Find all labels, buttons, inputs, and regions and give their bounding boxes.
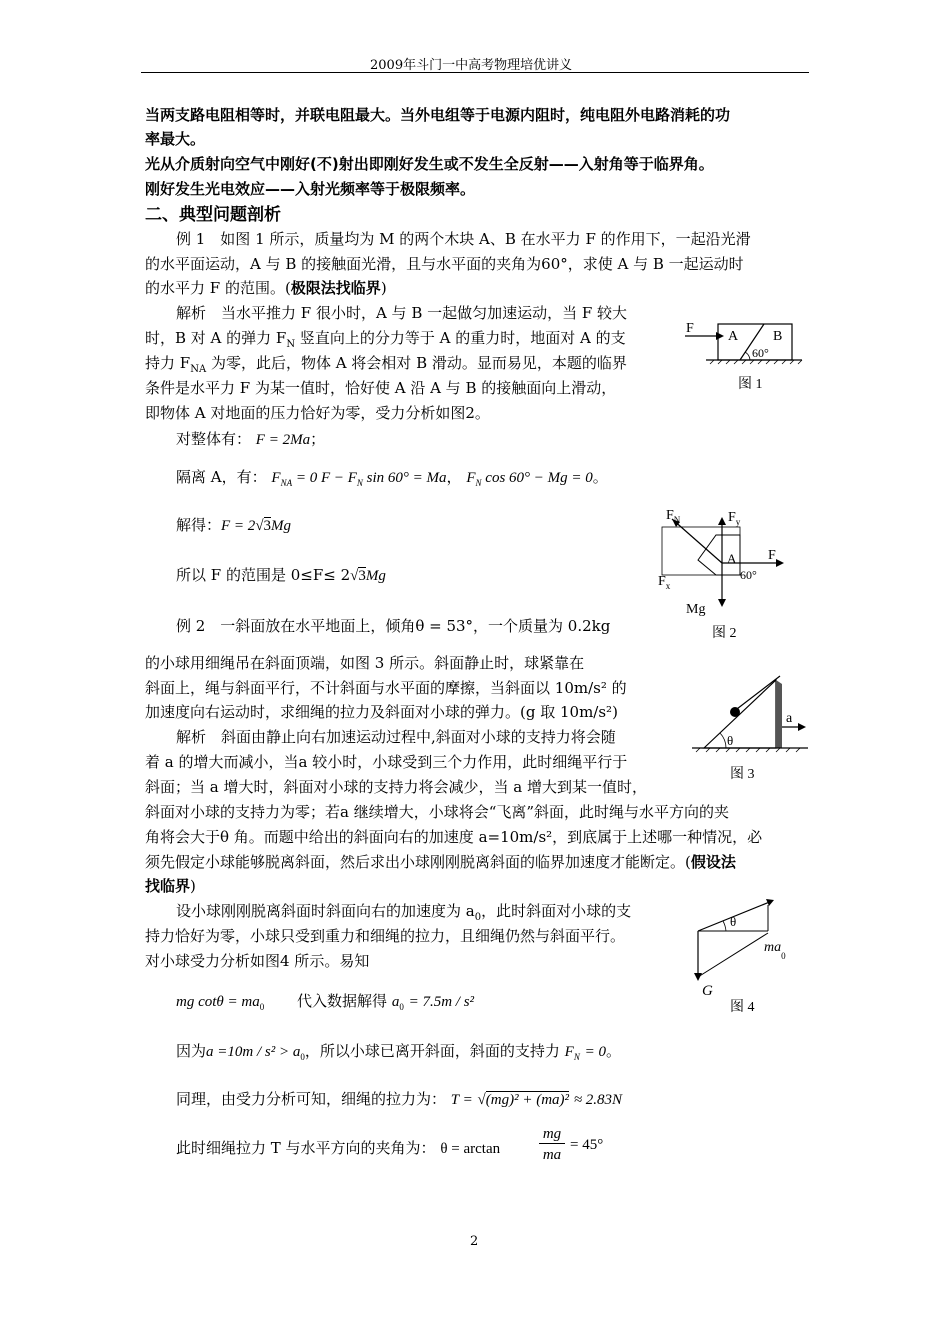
fig1-caption: 图 1 [738,377,763,392]
since-fn-eq: = 0 [584,1044,606,1060]
t-sqrt: √(mg)² + (ma)² [477,1092,570,1108]
iso-f2: F [466,470,476,486]
iso-f: F [271,470,281,486]
ex1-line-3a: 的水平力 F 的范围。( [145,279,291,297]
ex1-ana-5: 即物体 A 对地面的压力恰好为零，受力分析如图2。 [145,404,490,422]
section-title: 二、典型问题剖析 [145,205,281,225]
since-b: ，所以小球已离开斜面，斜面的支持力 [304,1042,560,1060]
fig3-accel-head-icon [798,723,806,731]
ex2-set-2: 持力恰好为零，小球只受到重力和细绳的拉力，且细绳仍然与斜面平行。 [145,927,626,945]
ex2-ana-4: 斜面对小球的支持力为零；若a 继续增大，小球将会“飞离”斜面，此时绳与水平方向的夹 [145,803,730,821]
ex1-line-3 [145,277,387,299]
ang-eq2: = 45° [570,1137,604,1153]
fig4-angle-arc [723,921,726,931]
fig4-ma [764,940,786,961]
sol-sqrt: √3 [255,518,272,534]
ex2-ana-6 [145,851,736,873]
range-sqrt: √3 [350,568,366,584]
since-fn: F [564,1044,574,1060]
ex1-ana-3b: 为零，此后，物体 A 将会相对 B 滑动。显而易见，本题的临界 [206,354,627,372]
fig3-accel: a [786,711,793,726]
ex1-ana-1: 解析 当水平推力 F 很小时，A 与 B 一起做匀加速运动，当 F 较大 [176,304,628,322]
ex2-ana-3: 斜面；当 a 增大时，斜面对小球的支持力将会减少，当 a 增大到某一值时， [145,778,647,796]
fig4-resultant [698,933,768,977]
ang-label: 此时细绳拉力 T 与水平方向的夹角为： [176,1139,436,1157]
fig2-fn [666,508,681,525]
since-sub: 0 [300,1052,305,1062]
ex2-set-3: 对小球受力分析如图4 所示。易知 [145,952,370,970]
ex1-whole-eq: F = 2Ma [255,432,311,448]
ang-eq1: θ = arctan [440,1141,501,1157]
ex2-ana-7b: ) [190,877,196,895]
iso-f-sub: NA [280,478,293,488]
fig2-fn-arrow [672,519,722,563]
fig3-angle: θ [727,733,734,748]
set-1-sub: 0 [474,912,482,923]
fig2-fy-sub: y [735,517,741,527]
since-a: 因为 [176,1042,207,1060]
fig4-ma-text: ma [764,940,782,955]
ex2-angle [176,1137,500,1160]
iso-eq2c: cos 60° − Mg = 0 [485,470,593,486]
fig2-fy [728,510,741,527]
ex2-method-2: 找临界 [145,877,191,895]
intro-line-1: 当两支路电阻相等时，并联电阻最大。当外电组等于电源内阻时，纯电阻外电路消耗的功 [145,106,731,124]
ex2-line-4: 加速度向右运动时，求细绳的拉力及斜面对小球的弹力。(g 取 10m/s²) [145,703,618,721]
since-fn-sub: N [573,1052,580,1062]
figure-2 [650,505,800,643]
figure-4 [682,895,802,1020]
ex1-iso [176,466,608,494]
fig2-fy-head-icon [718,517,726,525]
eq1-left: mg cotθ = ma [176,994,260,1010]
ang-numerator: mg [539,1125,565,1144]
iso-eq1c: sin 60° = Ma [366,470,447,486]
figure-1 [680,312,810,402]
fig1-arrowhead-icon [716,332,724,340]
iso-eq1b: = 0 F − F [295,470,357,486]
ex1-whole [176,428,325,451]
ex1-line-1: 例 1 如图 1 所示，质量均为 M 的两个木块 A、B 在水平力 F 的作用下，一起沿光滑 [176,230,751,248]
ex2-ana-6a: 须先假定小球能够脱离斜面，然后求出小球刚刚脱离斜面的临界加速度才能断定。( [145,853,691,871]
fig1-block-b: B [773,329,783,344]
fig3-rope [733,676,780,712]
fig3-angle-arc [720,733,726,748]
ex2-eq-1 [176,990,474,1018]
t-eq1: T = [450,1092,473,1108]
ex1-solution [176,514,291,537]
ex1-iso-eq1 [271,470,446,486]
since-end: 。 [606,1042,622,1060]
since-eq: a =10m / s² > a [206,1044,301,1060]
ex1-ana-2-sub: N [286,339,296,350]
intro-line-3: 光从介质射向空气中刚好(不)射出即刚好发生或不发生全反射——入射角等于临界角。 [145,155,714,173]
ex1-line-3c: ) [380,279,387,297]
fig2-mg-head-icon [718,599,726,607]
fig3-incline [704,680,776,748]
ex1-iso-eq2 [466,470,592,486]
fig2-fx-letter: F [658,574,666,589]
fig1-angle: 60° [752,346,769,360]
ex1-ana-4: 条件是水平力 F 为某一值时，恰好使 A 沿 A 与 B 的接触面向上滑动， [145,379,617,397]
ang-denominator: ma [542,1147,562,1163]
ex2-tension [176,1088,622,1111]
sol-label: 解得： [176,516,222,534]
figure-3 [690,672,815,784]
ex2-ana-1: 解析 斜面由静止向右加速运动过程中,斜面对小球的支持力将会随 [176,728,616,746]
ex2-since [176,1040,621,1068]
fig1-ground-hatch [710,360,802,364]
fig3-caption: 图 3 [730,767,755,782]
fig2-fn-sub: N [673,515,681,525]
fig3-incline-side [776,680,782,748]
t-eq2: ≈ 2.83N [573,1092,623,1108]
ex2-line-3: 斜面上，绳与斜面平行，不计斜面与水平面的摩擦，当斜面以 10m/s² 的 [145,679,627,697]
eq1-sub: 0 [259,1002,265,1012]
eq1-text: 代入数据解得 [297,992,388,1010]
ex1-ana-2a: 时，B 对 A 的弹力 F [145,329,287,347]
fig4-ma-sub: 0 [781,951,786,961]
ex1-iso-label: 隔离 A，有： [176,468,267,486]
ex2-ana-2: 着 a 的增大而减小，当a 较小时，小球受到三个力作用，此时细绳平行于 [145,753,628,771]
ex2-line-1: 例 2 一斜面放在水平地面上，倾角θ = 53°，一个质量为 0.2kg [176,617,611,635]
sol-eq2: Mg [271,518,292,534]
page-number: 2 [470,1234,479,1249]
iso-f2-sub: N [475,478,482,488]
fig3-ball [730,707,740,717]
fig2-fn-letter: F [666,508,674,523]
fig4-angle: θ [730,914,737,929]
ex2-method: 假设法 [690,853,736,871]
eq1-a: a [391,994,400,1010]
header-rule [141,72,809,73]
eq1-right: = 7.5m / s² [408,994,475,1010]
fig4-caption: 图 4 [730,1000,755,1015]
range-end: Mg [365,568,386,584]
fig2-mg: Mg [686,602,706,617]
fig2-angle: 60° [740,568,757,582]
t-rad: (mg)² + (ma)² [485,1092,570,1108]
ex1-whole-end: ； [310,430,326,448]
fig2-f: F [768,548,776,563]
range-label: 所以 F 的范围是 0≤F≤ 2 [176,566,351,584]
intro-line-4: 刚好发生光电效应——入射光频率等于极限频率。 [145,180,476,198]
range-rad: 3 [358,568,366,584]
iso-fn-sub: N [356,478,363,488]
fig2-fy-letter: F [728,510,736,525]
set-1a: 设小球刚刚脱离斜面时斜面向右的加速度为 a [176,902,475,920]
fig1-force-label: F [686,321,694,336]
fig1-block-a: A [728,329,739,344]
t-label: 同理，由受力分析可知，细绳的拉力为： [176,1090,447,1108]
fig2-fx-sub: x [665,581,671,591]
fig4-g: G [702,983,713,999]
set-1b: ，此时斜面对小球的支 [481,902,632,920]
sol-rad: 3 [263,518,272,534]
ex1-ana-3-sub: NA [190,364,207,375]
eq1-a-sub: 0 [399,1002,404,1012]
ex1-line-2: 的水平面运动，A 与 B 的接触面光滑，且与水平面的夹角为60°，求使 A 与 B 一起运动时 [145,255,744,273]
ex1-whole-label: 对整体有： [176,430,252,448]
fig2-caption: 图 2 [712,626,737,641]
ex1-range [176,564,386,587]
iso-sep: ， [446,468,462,486]
ex1-method: 极限法找临界 [290,279,381,297]
intro-line-2: 率最大。 [145,130,206,148]
sol-eq1: F = 2 [221,518,256,534]
fig2-a: A [727,551,737,566]
fig2-fx [658,574,671,591]
fig2-f-head-icon [776,559,784,567]
iso-end: 。 [592,468,608,486]
ex2-ana-7 [145,875,196,897]
page-header: 2009年斗门一中高考物理培优讲义 [370,58,573,73]
ex1-ana-3a: 持力 F [145,354,191,372]
ex2-ana-5: 角将会大于θ 角。而题中给出的斜面向右的加速度 a=10m/s²，到底属于上述哪一种情况，必 [145,828,763,846]
ex1-ana-2b: 竖直向上的分力等于 A 的重力时，地面对 A 的支 [295,329,626,347]
fig1-angle-arc [745,352,750,360]
ex2-line-2: 的小球用细绳吊在斜面顶端，如图 3 所示。斜面静止时，球紧靠在 [145,654,585,672]
